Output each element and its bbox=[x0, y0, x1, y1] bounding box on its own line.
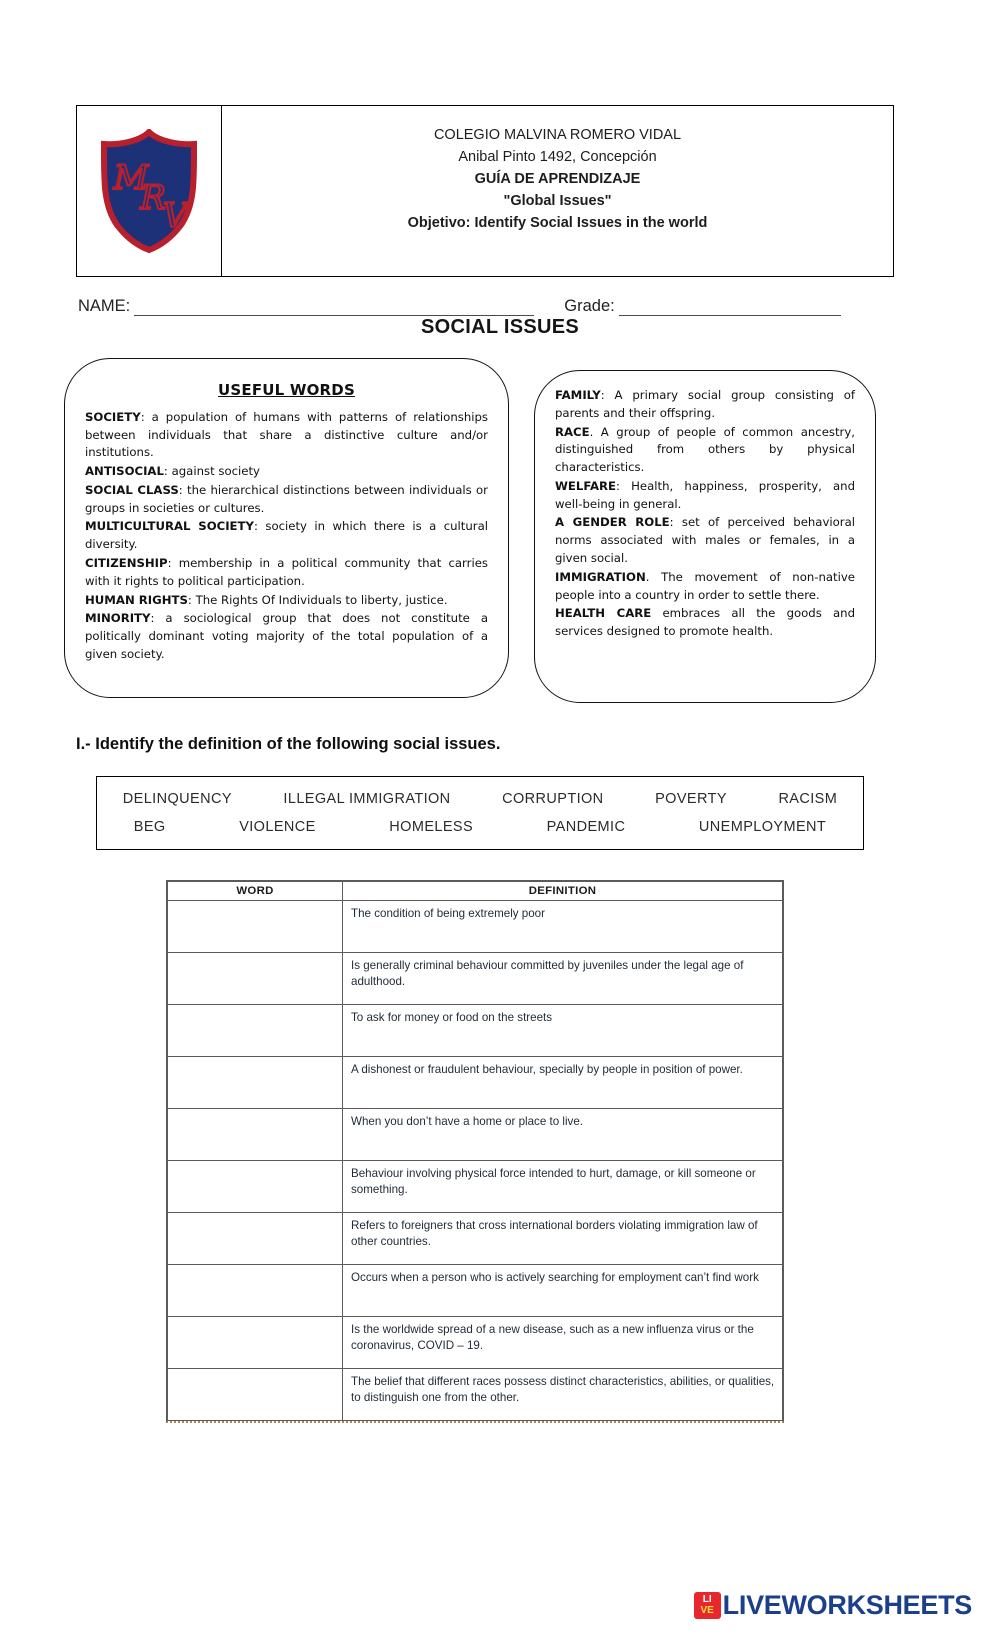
glossary-sep: : bbox=[616, 478, 620, 493]
badge-line-2: VE bbox=[700, 1604, 714, 1616]
definition-cell: Is the worldwide spread of a new disease, such as a new influenza virus or the coronavirus, COVID – 19. bbox=[343, 1317, 783, 1369]
word-bank-item[interactable]: ILLEGAL IMMIGRATION bbox=[283, 791, 451, 807]
word-bank-item[interactable]: RACISM bbox=[778, 791, 838, 807]
word-answer-cell[interactable] bbox=[168, 953, 343, 1005]
table-row bbox=[168, 1005, 783, 1057]
grade-group bbox=[564, 297, 840, 316]
glossary-term: MINORITY bbox=[85, 611, 151, 626]
school-address: Anibal Pinto 1492, Concepción bbox=[458, 149, 657, 166]
useful-words-title: USEFUL WORDS bbox=[218, 381, 355, 399]
word-bank-item[interactable]: UNEMPLOYMENT bbox=[698, 819, 827, 835]
glossary-definition: The movement of non-native people into a country in order to settle there. bbox=[555, 569, 855, 602]
liveworksheets-wordmark: LIVEWORKSHEETS bbox=[722, 1590, 972, 1620]
definition-cell: Refers to foreigners that cross international borders violating immigration law of other countries. bbox=[343, 1213, 783, 1265]
glossary-entry bbox=[85, 555, 488, 591]
guide-objective: Objetivo: Identify Social Issues in the world bbox=[407, 215, 708, 232]
glossary-term: IMMIGRATION bbox=[555, 569, 646, 584]
glossary-entry bbox=[555, 514, 855, 567]
glossary-sep: : bbox=[187, 592, 192, 607]
word-bank-item[interactable]: BEG bbox=[133, 819, 166, 835]
glossary-term: HUMAN RIGHTS bbox=[85, 592, 188, 607]
definition-cell: The condition of being extremely poor bbox=[343, 901, 783, 953]
glossary-entry bbox=[555, 424, 855, 477]
exercise-instruction: I.- Identify the definition of the following social issues. bbox=[76, 735, 501, 753]
glossary-sep: : bbox=[253, 519, 258, 534]
glossary-entry bbox=[85, 518, 488, 554]
definition-cell: The belief that different races possess distinct characteristics, abilities, or qualities, to distinguish one from the other. bbox=[343, 1369, 783, 1421]
glossary-term: CITIZENSHIP bbox=[85, 556, 168, 571]
glossary-definition: a population of humans with patterns of relationships between individuals that share a distinctive culture and/or institutions. bbox=[85, 409, 488, 460]
word-bank-item[interactable]: VIOLENCE bbox=[239, 819, 316, 835]
word-bank bbox=[96, 776, 864, 850]
word-bank-item[interactable]: HOMELESS bbox=[389, 819, 474, 835]
table-row bbox=[168, 1213, 783, 1265]
glossary-term: MULTICULTURAL SOCIETY bbox=[85, 519, 254, 534]
student-info-row bbox=[78, 292, 878, 316]
letterhead-text bbox=[222, 106, 893, 276]
word-answer-cell[interactable] bbox=[168, 1057, 343, 1109]
name-input-line[interactable] bbox=[134, 302, 534, 316]
glossary-entry bbox=[85, 482, 488, 518]
glossary-entry bbox=[555, 605, 855, 641]
table-row bbox=[168, 1317, 783, 1369]
glossary-definition: society in which there is a cultural diversity. bbox=[85, 519, 488, 552]
word-bank-item[interactable]: PANDEMIC bbox=[546, 819, 626, 835]
glossary-term: HEALTH CARE bbox=[555, 606, 652, 621]
glossary-definition: membership in a political community that carries with it rights to political participation. bbox=[85, 556, 488, 588]
word-bank-row bbox=[97, 785, 863, 813]
glossary-term: FAMILY bbox=[555, 388, 601, 402]
svg-text:M: M bbox=[113, 158, 149, 198]
glossary-term: RACE bbox=[555, 424, 590, 439]
glossary-sep: : bbox=[167, 556, 172, 571]
useful-words-box-left bbox=[64, 358, 509, 698]
table-row bbox=[168, 1369, 783, 1421]
glossary-term: A GENDER ROLE bbox=[555, 515, 670, 530]
definition-table-wrap bbox=[166, 880, 784, 1423]
word-answer-cell[interactable] bbox=[168, 1265, 343, 1317]
table-row bbox=[168, 1265, 783, 1317]
glossary-definition: the hierarchical distinctions between individuals or groups in societies or cultures. bbox=[85, 482, 488, 515]
glossary-sep: : bbox=[163, 464, 168, 479]
glossary-term: SOCIAL CLASS bbox=[85, 482, 179, 497]
table-header-row bbox=[168, 882, 783, 901]
word-answer-cell[interactable] bbox=[168, 1369, 343, 1421]
word-bank-item[interactable]: POVERTY bbox=[655, 791, 727, 807]
glossary-entry bbox=[85, 463, 488, 481]
word-bank-item[interactable]: DELINQUENCY bbox=[122, 791, 232, 807]
svg-text:V: V bbox=[162, 196, 188, 236]
glossary-entry bbox=[85, 610, 488, 663]
glossary-entry bbox=[85, 409, 488, 462]
definition-table bbox=[167, 881, 783, 1421]
school-logo-cell bbox=[77, 106, 222, 276]
glossary-sep: : bbox=[178, 482, 183, 497]
definition-cell: When you don’t have a home or place to live. bbox=[343, 1109, 783, 1161]
table-row bbox=[168, 901, 783, 953]
guide-label: GUÍA DE APRENDIZAJE bbox=[474, 171, 641, 188]
liveworksheets-footer[interactable] bbox=[694, 1590, 972, 1621]
glossary-term: WELFARE bbox=[555, 478, 616, 493]
table-row bbox=[168, 953, 783, 1005]
svg-text:R: R bbox=[140, 178, 166, 218]
word-answer-cell[interactable] bbox=[168, 1213, 343, 1265]
definition-cell: To ask for money or food on the streets bbox=[343, 1005, 783, 1057]
badge-line-1: LI bbox=[702, 1594, 712, 1606]
glossary-definition: A primary social group consisting of parents and their offspring. bbox=[555, 388, 855, 420]
word-answer-cell[interactable] bbox=[168, 1161, 343, 1213]
name-label: NAME: bbox=[78, 297, 131, 315]
table-row bbox=[168, 1161, 783, 1213]
definition-cell: Behaviour involving physical force intended to hurt, damage, or kill someone or something. bbox=[343, 1161, 783, 1213]
glossary-sep: . bbox=[589, 424, 594, 439]
word-answer-cell[interactable] bbox=[168, 1005, 343, 1057]
definition-cell: Is generally criminal behaviour committed by juveniles under the legal age of adulthood. bbox=[343, 953, 783, 1005]
glossary-entry bbox=[555, 478, 855, 514]
school-crest-icon bbox=[97, 129, 201, 253]
word-answer-cell[interactable] bbox=[168, 901, 343, 953]
liveworksheets-badge-icon bbox=[694, 1592, 721, 1619]
glossary-definition: The Rights Of Individuals to liberty, justice. bbox=[191, 592, 448, 607]
word-bank-item[interactable]: CORRUPTION bbox=[502, 791, 604, 807]
glossary-sep: : bbox=[600, 388, 605, 402]
glossary-sep: : bbox=[669, 515, 674, 530]
useful-words-right-list bbox=[555, 387, 855, 641]
word-answer-cell[interactable] bbox=[168, 1109, 343, 1161]
useful-words-box-right bbox=[534, 370, 876, 703]
glossary-term: ANTISOCIAL bbox=[85, 464, 164, 479]
definition-cell: A dishonest or fraudulent behaviour, specially by people in position of power. bbox=[343, 1057, 783, 1109]
school-name: COLEGIO MALVINA ROMERO VIDAL bbox=[433, 127, 682, 143]
glossary-definition: Health, happiness, prosperity, and well-being in general. bbox=[555, 478, 855, 511]
useful-words-left-list bbox=[85, 409, 488, 664]
definition-cell: Occurs when a person who is actively searching for employment can’t find work bbox=[343, 1265, 783, 1317]
glossary-definition: embraces all the goods and services designed to promote health. bbox=[555, 606, 856, 639]
glossary-entry bbox=[85, 592, 488, 610]
column-header-word: WORD bbox=[168, 882, 343, 901]
glossary-definition: a sociological group that does not constitute a politically dominant voting majority of the total population of a given society. bbox=[85, 611, 488, 661]
grade-label: Grade: bbox=[564, 297, 615, 315]
word-answer-cell[interactable] bbox=[168, 1317, 343, 1369]
table-row bbox=[168, 1109, 783, 1161]
glossary-definition: set of perceived behavioral norms associated with males or females, in a given social. bbox=[555, 515, 856, 566]
glossary-definition: A group of people of common ancestry, distinguished from others by physical characteristics. bbox=[555, 424, 855, 475]
table-row bbox=[168, 1057, 783, 1109]
column-header-definition: DEFINITION bbox=[343, 882, 783, 901]
grade-input-line[interactable] bbox=[619, 302, 841, 316]
glossary-entry bbox=[555, 387, 855, 423]
useful-words-section bbox=[64, 358, 876, 703]
glossary-sep: : bbox=[140, 409, 145, 424]
glossary-definition: against society bbox=[167, 464, 260, 479]
glossary-sep: . bbox=[645, 569, 650, 584]
glossary-term: SOCIETY bbox=[85, 409, 141, 424]
school-letterhead bbox=[76, 105, 894, 277]
glossary-entry bbox=[555, 569, 855, 605]
page-title: SOCIAL ISSUES bbox=[420, 316, 579, 338]
word-bank-row bbox=[97, 813, 863, 841]
glossary-sep: : bbox=[150, 611, 155, 626]
guide-topic: "Global Issues" bbox=[503, 193, 612, 210]
